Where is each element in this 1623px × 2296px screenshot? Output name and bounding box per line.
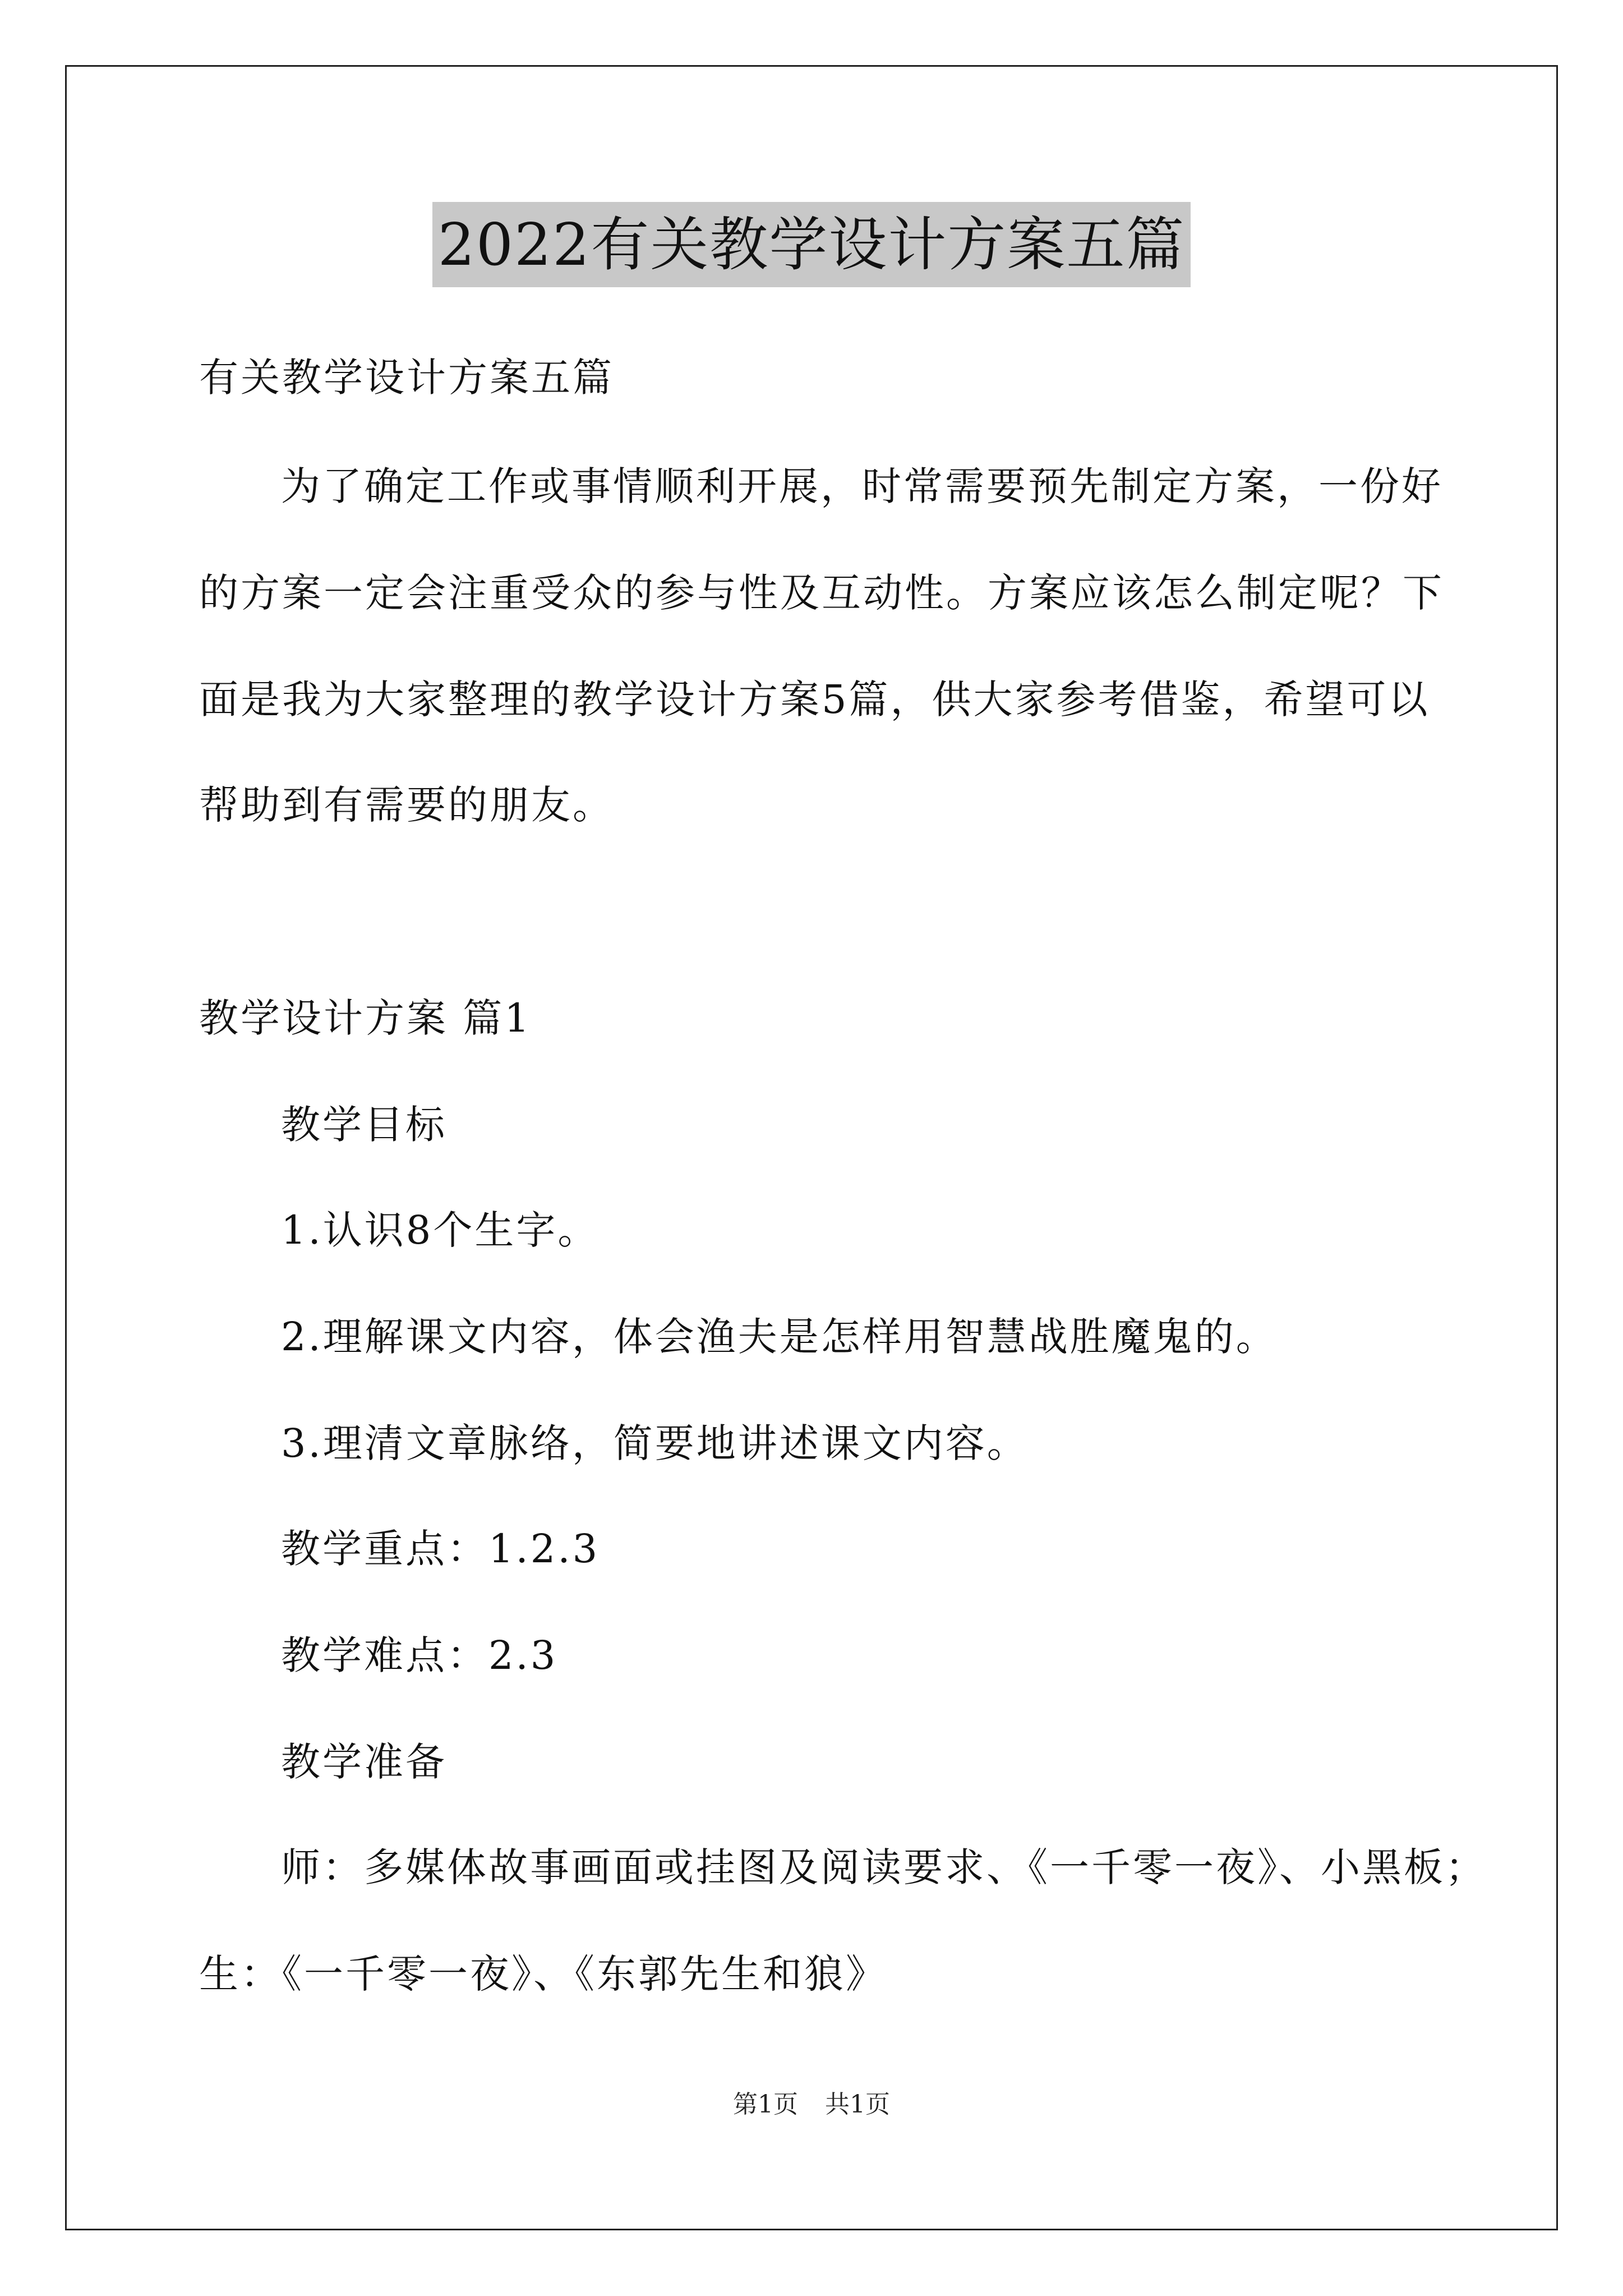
document-title: 2022有关教学设计方案五篇 xyxy=(432,202,1191,287)
section-line-key-points: 教学重点：1.2.3 xyxy=(281,1526,600,1572)
intro-line-3: 面是我为大家整理的教学设计方案5篇，供大家参考借鉴，希望可以 xyxy=(199,677,1430,723)
title-container xyxy=(0,202,1623,287)
section-heading: 教学设计方案 篇1 xyxy=(199,995,532,1041)
section-line-item-3: 3.理清文章脉络，简要地讲述课文内容。 xyxy=(281,1420,1029,1466)
section-line-student-materials: 生：《一千零一夜》、《东郭先生和狼》 xyxy=(199,1951,887,1997)
section-line-preparation: 教学准备 xyxy=(281,1739,447,1785)
section-line-teacher-materials: 师：多媒体故事画面或挂图及阅读要求、《一千零一夜》、小黑板； xyxy=(281,1844,1487,1890)
intro-line-1: 为了确定工作或事情顺利开展，时常需要预先制定方案，一份好 xyxy=(281,463,1443,509)
section-line-objectives: 教学目标 xyxy=(281,1102,447,1148)
page-total-label: 共1页 xyxy=(825,2090,890,2119)
document-subtitle: 有关教学设计方案五篇 xyxy=(199,355,614,401)
section-line-difficulties: 教学难点：2.3 xyxy=(281,1632,558,1678)
page-current-label: 第1页 xyxy=(733,2090,798,2119)
section-line-item-1: 1.认识8个生字。 xyxy=(281,1207,600,1253)
page-footer xyxy=(0,2089,1623,2120)
intro-line-4: 帮助到有需要的朋友。 xyxy=(199,782,614,828)
section-line-item-2: 2.理解课文内容，体会渔夫是怎样用智慧战胜魔鬼的。 xyxy=(281,1314,1278,1360)
intro-line-2: 的方案一定会注重受众的参与性及互动性。方案应该怎么制定呢？下 xyxy=(199,570,1444,616)
